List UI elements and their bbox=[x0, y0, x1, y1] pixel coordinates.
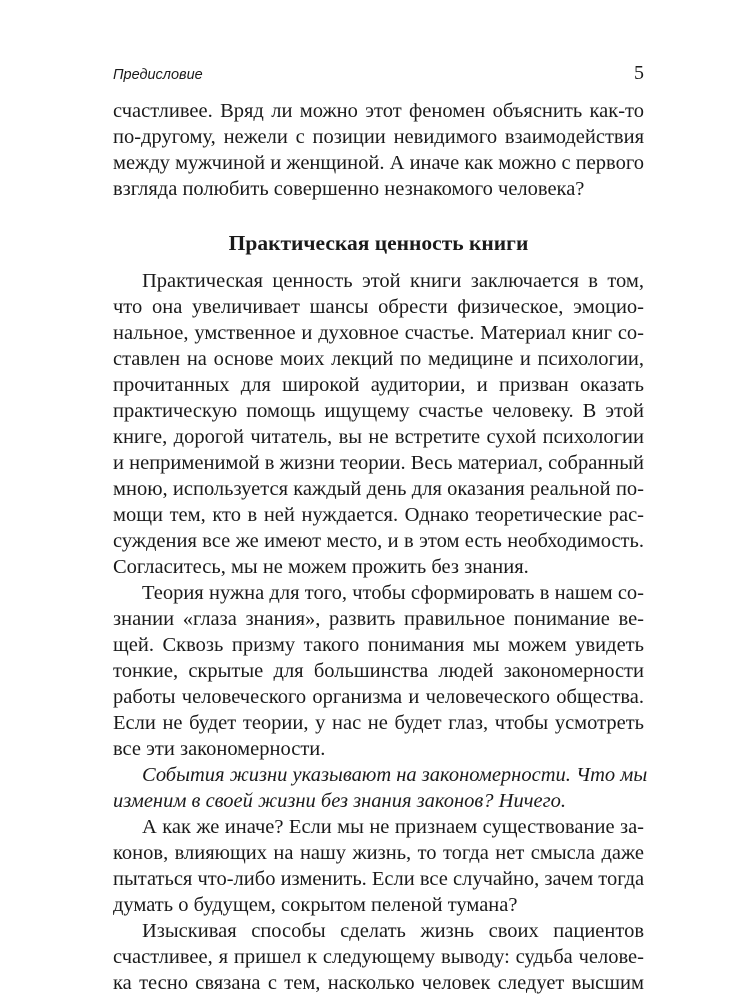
running-header bbox=[113, 62, 644, 88]
text-line: ставлен на основе моих лекций по медицине и психологии, bbox=[113, 348, 644, 370]
text-line: счастливее. Вряд ли можно этот феномен объяснить как-то bbox=[113, 100, 644, 122]
text-line: тонкие, скрытые для большинства людей закономерности bbox=[113, 660, 644, 682]
text-line: пытаться что-либо изменить. Если все случайно, зачем тогда bbox=[113, 868, 645, 890]
text-line: ка тесно связана с тем, насколько человек следует высшим bbox=[113, 972, 644, 994]
text-line: и неприменимой в жизни теории. Весь материал, собранный bbox=[113, 452, 644, 474]
italic-text-line: События жизни указывают на закономерности. Что мы bbox=[142, 764, 648, 786]
running-header-title: Предисловие bbox=[113, 67, 203, 83]
text-line: А как же иначе? Если мы не признаем существование за- bbox=[142, 816, 644, 838]
text-line: щей. Сквозь призму такого понимания мы можем увидеть bbox=[113, 634, 644, 656]
text-line: думать о будущем, сокрытом пеленой тумана? bbox=[113, 894, 518, 916]
text-line: практическую помощь ищущему счастье человеку. В этой bbox=[113, 400, 644, 422]
text-line: прочитанных для широкой аудитории, и призван оказать bbox=[113, 374, 644, 396]
text-line: книге, дорогой читатель, вы не встретите сухой психологии bbox=[113, 426, 644, 448]
text-line: Согласитесь, мы не можем прожить без знания. bbox=[113, 556, 529, 578]
text-line: Изыскивая способы сделать жизнь своих пациентов bbox=[142, 920, 644, 942]
text-line: что она увеличивает шансы обрести физическое, эмоцио- bbox=[113, 296, 644, 318]
text-line: между мужчиной и женщиной. А иначе как можно с первого bbox=[113, 152, 644, 174]
italic-text-line: изменим в своей жизни без знания законов? Ничего. bbox=[113, 790, 566, 812]
page-number: 5 bbox=[634, 62, 644, 84]
text-line: нальное, умственное и духовное счастье. Материал книг со- bbox=[113, 322, 644, 344]
text-line: мною, используется каждый день для оказания реальной по- bbox=[113, 478, 644, 500]
text-line: суждения все же имеют место, и в этом есть необходимость. bbox=[113, 530, 644, 552]
text-line: все эти закономерности. bbox=[113, 738, 326, 760]
text-line: мощи тем, кто в ней нуждается. Однако теоретические рас- bbox=[113, 504, 644, 526]
text-line: конов, влияющих на нашу жизнь, то тогда нет смысла даже bbox=[113, 842, 644, 864]
text-line: счастливее, я пришел к следующему выводу: судьба челове- bbox=[113, 946, 644, 968]
text-line: Теория нужна для того, чтобы сформировать в нашем со- bbox=[142, 582, 644, 604]
book-page bbox=[113, 0, 648, 1000]
text-line: работы человеческого организма и человеческого общества. bbox=[113, 686, 644, 708]
text-line: Практическая ценность этой книги заключается в том, bbox=[142, 270, 644, 292]
text-line: взгляда полюбить совершенно незнакомого человека? bbox=[113, 178, 585, 200]
text-line: Если не будет теории, у нас не будет глаз, чтобы усмотреть bbox=[113, 712, 644, 734]
text-line: по-другому, нежели с позиции невидимого взаимодействия bbox=[113, 126, 644, 148]
section-heading: Практическая ценность книги bbox=[228, 231, 529, 255]
text-line: знании «глаза знания», развить правильное понимание ве- bbox=[113, 608, 644, 630]
